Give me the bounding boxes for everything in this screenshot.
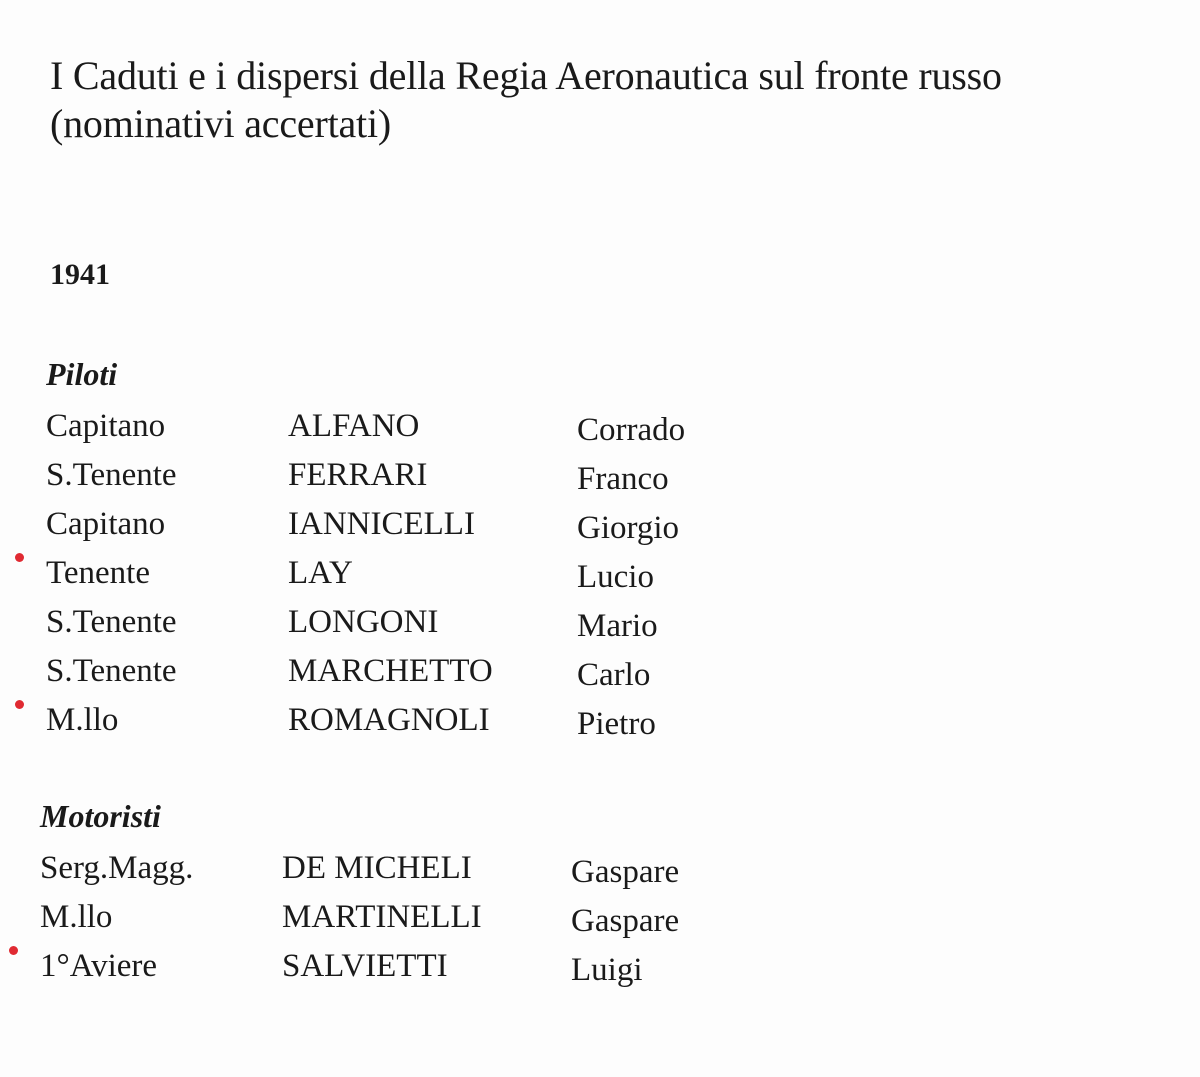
rank: Capitano: [46, 506, 166, 542]
rank: S.Tenente: [46, 604, 177, 640]
motoristi-list: [40, 848, 800, 995]
surname: ALFANO: [288, 408, 420, 444]
rank: Serg.Magg.: [40, 850, 194, 886]
surname: SALVIETTI: [282, 948, 448, 984]
surname: FERRARI: [288, 457, 428, 493]
first-name: Carlo: [577, 657, 651, 693]
list-item: [40, 897, 800, 946]
surname: LONGONI: [288, 604, 439, 640]
rank: S.Tenente: [46, 457, 177, 493]
list-item: [40, 848, 800, 897]
list-item: [46, 700, 806, 749]
list-item: [46, 504, 806, 553]
rank: S.Tenente: [46, 653, 177, 689]
surname: MARTINELLI: [282, 899, 482, 935]
first-name: Luigi: [571, 952, 643, 988]
page-title: [50, 52, 1160, 148]
piloti-list: [46, 406, 806, 749]
title-line-2: (nominativi accertati): [50, 101, 391, 146]
section-heading-piloti: Piloti: [46, 356, 118, 392]
first-name: Gaspare: [571, 854, 680, 890]
list-item: [46, 651, 806, 700]
surname: LAY: [288, 555, 353, 591]
first-name: Giorgio: [577, 510, 680, 546]
rank: Tenente: [46, 555, 150, 591]
red-dot-marker: [9, 946, 18, 955]
surname: MARCHETTO: [288, 653, 493, 689]
section-heading-motoristi: Motoristi: [40, 798, 161, 834]
first-name: Franco: [577, 461, 669, 497]
rank: Capitano: [46, 408, 166, 444]
first-name: Pietro: [577, 706, 656, 742]
first-name: Lucio: [577, 559, 654, 595]
rank: 1°Aviere: [40, 948, 158, 984]
list-item: [40, 946, 800, 995]
first-name: Corrado: [577, 412, 686, 448]
first-name: Mario: [577, 608, 658, 644]
list-item: [46, 553, 806, 602]
first-name: Gaspare: [571, 903, 680, 939]
title-line-1: I Caduti e i dispersi della Regia Aeronautica sul fronte russo: [50, 53, 1002, 98]
year-heading: 1941: [50, 258, 110, 291]
surname: DE MICHELI: [282, 850, 472, 886]
list-item: [46, 406, 806, 455]
red-dot-marker: [15, 700, 24, 709]
rank: M.llo: [40, 899, 113, 935]
surname: ROMAGNOLI: [288, 702, 490, 738]
surname: IANNICELLI: [288, 506, 475, 542]
red-dot-marker: [15, 553, 24, 562]
rank: M.llo: [46, 702, 119, 738]
list-item: [46, 455, 806, 504]
list-item: [46, 602, 806, 651]
